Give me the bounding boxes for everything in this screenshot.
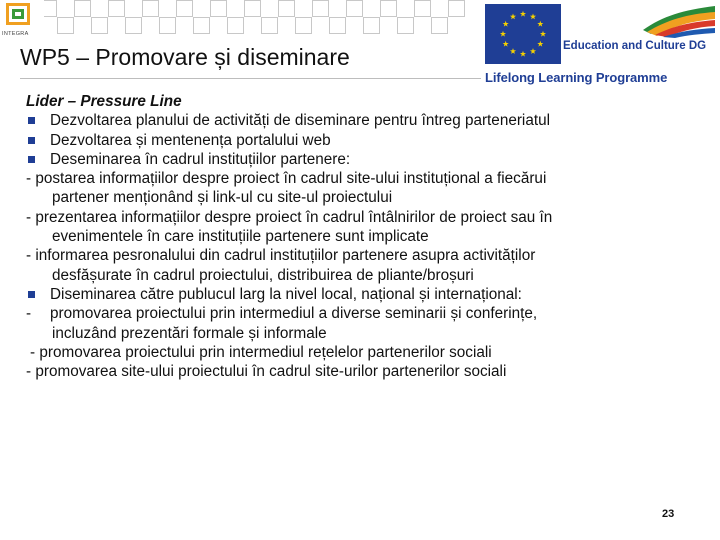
dash-item-line: - prezentarea informațiilor despre proiect în cadrul întâlnirilor de proiect sau în xyxy=(26,208,553,226)
slide-title: WP5 – Promovare și diseminare xyxy=(20,44,350,70)
square-bullet-icon xyxy=(28,117,35,124)
dash-marker: - xyxy=(26,305,32,323)
dash-item-line: - postarea informațiilor despre proiect în cadrul site-ului instituțional a fiecărui xyxy=(26,170,547,188)
decorative-square xyxy=(312,0,329,17)
decorative-square xyxy=(346,0,363,17)
decorative-square xyxy=(278,0,295,17)
decorative-square xyxy=(329,17,346,34)
dash-item-continuation: partener menționând și link-ul cu site-ul proiectului xyxy=(52,189,393,207)
decorative-square xyxy=(74,0,91,17)
education-culture-ribbon-icon xyxy=(563,2,717,38)
decorative-square xyxy=(108,0,125,17)
square-bullet-icon xyxy=(28,291,35,298)
bullet-item xyxy=(26,285,706,304)
dash-item-line: - promovarea site-ului proiectului în cadrul site-urilor partenerilor sociali xyxy=(26,363,507,381)
eu-flag-icon xyxy=(485,4,561,64)
decorative-square xyxy=(57,17,74,34)
dash-item-continuation: incluzând prezentări formale și informale xyxy=(52,324,327,342)
decorative-square xyxy=(363,17,380,34)
integra-emblem-icon xyxy=(0,0,44,32)
lifelong-learning-label: Lifelong Learning Programme xyxy=(485,70,668,85)
slide-body xyxy=(26,92,706,381)
decorative-square xyxy=(227,17,244,34)
decorative-square xyxy=(397,17,414,34)
lead-line: Lider – Pressure Line xyxy=(26,93,182,110)
decorative-square xyxy=(193,17,210,34)
decorative-square xyxy=(448,0,465,17)
dash-item-line: - promovarea proiectului prin intermediul rețelelor partenerilor sociali xyxy=(30,343,492,361)
square-bullet-icon xyxy=(28,137,35,144)
decorative-square xyxy=(125,17,142,34)
title-underline xyxy=(20,78,482,79)
bullet-item xyxy=(26,111,706,130)
bullet-text: Deseminarea în cadrul instituțiilor partenere: xyxy=(50,150,351,168)
integra-label: INTEGRA xyxy=(2,31,29,37)
square-bullet-icon xyxy=(28,156,35,163)
decorative-square xyxy=(159,17,176,34)
eu-llp-logo xyxy=(481,0,720,90)
decorative-square xyxy=(142,0,159,17)
decorative-square xyxy=(431,17,448,34)
dash-item-continuation: desfășurate în cadrul proiectului, distribuirea de pliante/broșuri xyxy=(52,266,474,284)
bullet-item xyxy=(26,131,706,150)
bullet-text: Dezvoltarea planului de activități de diseminare pentru întreg parteneriatul xyxy=(50,112,550,130)
decorative-square xyxy=(244,0,261,17)
decorative-square xyxy=(295,17,312,34)
decorative-square xyxy=(176,0,193,17)
decorative-square xyxy=(414,0,431,17)
dash-item-text: promovarea proiectului prin intermediul a diverse seminarii și conferințe, xyxy=(50,305,538,323)
dash-item xyxy=(26,304,706,323)
page-number: 23 xyxy=(662,508,675,520)
dash-item-line: - informarea pesronalului din cadrul instituțiilor partenere asupra activităților xyxy=(26,247,536,265)
bullet-text: Dezvoltarea și mentenența portalului web xyxy=(50,131,331,149)
education-culture-label: Education and Culture DG xyxy=(563,40,707,52)
decorative-checker-pattern xyxy=(0,0,480,44)
dash-item-continuation: evenimentele în care instituțiile partenere sunt implicate xyxy=(52,228,429,246)
bullet-item xyxy=(26,150,706,169)
decorative-square xyxy=(210,0,227,17)
integra-logo xyxy=(0,0,44,44)
decorative-square xyxy=(91,17,108,34)
decorative-square xyxy=(261,17,278,34)
bullet-text: Diseminarea către publucul larg la nivel local, național și internațional: xyxy=(50,285,522,303)
decorative-square xyxy=(380,0,397,17)
